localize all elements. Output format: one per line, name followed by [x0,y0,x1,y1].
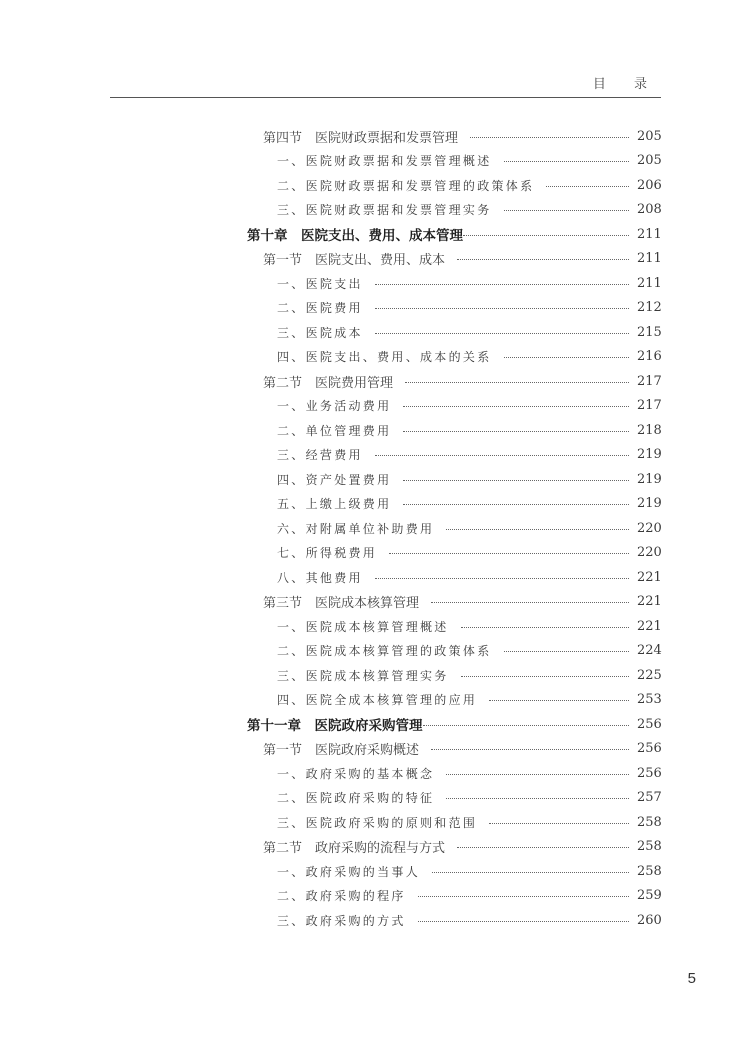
toc-section-entry[interactable] [263,835,661,860]
toc-entry-page: 221 [637,618,662,634]
toc-item-entry[interactable] [277,810,661,835]
dot-leader [461,627,629,628]
toc-item-entry[interactable] [277,467,661,492]
toc-entry-page: 211 [637,275,662,291]
toc-entry-page: 205 [637,153,662,169]
toc-entry-title: 第十章 医院支出、费用、成本管理 [247,228,463,245]
toc-item-entry[interactable] [277,859,661,884]
dot-leader [375,308,629,309]
dot-leader [504,651,629,652]
toc-entry-page: 206 [637,177,662,193]
toc-entry-title: 三、医院政府采购的原则和范围 [277,815,478,830]
toc-entry-page: 205 [637,128,662,144]
dot-leader [405,382,629,383]
toc-item-entry[interactable] [277,418,661,443]
dot-leader [375,455,629,456]
toc-entry-title: 第一节 医院政府采购概述 [263,743,420,759]
toc-entry-title: 一、医院财政票据和发票管理概述 [277,154,492,169]
toc-entry-title: 四、医院支出、费用、成本的关系 [277,350,492,365]
toc-entry-title: 二、医院政府采购的特征 [277,791,435,806]
toc-item-entry[interactable] [277,198,661,223]
dot-leader [431,602,629,603]
toc-item-entry[interactable] [277,614,661,639]
toc-entry-title: 四、医院全成本核算管理的应用 [277,693,478,708]
toc-entry-page: 218 [637,422,662,438]
toc-entry-title: 第一节 医院支出、费用、成本 [263,253,446,269]
toc-item-entry[interactable] [277,320,661,345]
toc-entry-page: 216 [637,349,662,365]
toc-entry-title: 三、医院成本 [277,325,363,340]
dot-leader [504,210,629,211]
dot-leader [418,896,629,897]
toc-item-entry[interactable] [277,149,661,174]
toc-entry-page: 221 [637,594,662,610]
toc-entry-page: 225 [637,667,662,683]
toc-entry-page: 211 [637,226,662,242]
toc-item-entry[interactable] [277,492,661,517]
toc-entry-title: 三、经营费用 [277,448,363,463]
toc-item-entry[interactable] [277,541,661,566]
toc-item-entry[interactable] [277,761,661,786]
toc-entry-page: 219 [637,447,662,463]
dot-leader [457,259,629,260]
toc-entry-title: 一、业务活动费用 [277,399,392,414]
toc-entry-page: 221 [637,569,662,585]
toc-entry-title: 第十一章 医院政府采购管理 [247,718,423,735]
toc-entry-title: 第二节 政府采购的流程与方式 [263,841,446,857]
toc-entry-title: 七、所得税费用 [277,546,378,561]
toc-item-entry[interactable] [277,394,661,419]
toc-entry-title: 一、医院成本核算管理概述 [277,619,449,634]
toc-entry-page: 258 [637,814,662,830]
dot-leader [403,431,629,432]
dot-leader [446,774,629,775]
toc-item-entry[interactable] [277,908,661,933]
toc-entry-title: 三、政府采购的方式 [277,913,406,928]
dot-leader [418,921,629,922]
dot-leader [446,529,629,530]
toc-entry-page: 260 [637,912,662,928]
toc-section-entry[interactable] [263,124,661,149]
toc-entry-page: 212 [637,300,662,316]
toc-entry-page: 220 [637,520,662,536]
toc-item-entry[interactable] [277,443,661,468]
toc-entry-title: 第二节 医院费用管理 [263,375,394,391]
toc-entry-title: 二、医院成本核算管理的政策体系 [277,644,492,659]
toc-entry-page: 217 [637,373,662,389]
toc-chapter-entry[interactable] [247,222,661,247]
dot-leader [504,161,629,162]
dot-leader [463,235,629,236]
toc-entry-title: 八、其他费用 [277,570,363,585]
toc-entry-page: 253 [637,692,662,708]
toc-item-entry[interactable] [277,296,661,321]
dot-leader [375,284,629,285]
toc-entry-title: 四、资产处置费用 [277,472,392,487]
toc-entry-title: 一、政府采购的当事人 [277,864,421,879]
toc-entry-page: 256 [637,741,662,757]
toc-entry-page: 219 [637,471,662,487]
toc-entry-title: 二、政府采购的程序 [277,889,406,904]
toc-item-entry[interactable] [277,271,661,296]
toc-entry-page: 215 [637,324,662,340]
toc-entry-title: 第三节 医院成本核算管理 [263,596,420,612]
running-header-title: 目 录 [592,77,659,92]
toc-section-entry[interactable] [263,247,661,272]
toc-item-entry[interactable] [277,565,661,590]
toc-item-entry[interactable] [277,345,661,370]
dot-leader [403,504,629,505]
page-number: 5 [687,970,696,987]
toc-chapter-entry[interactable] [247,712,661,737]
dot-leader [389,553,629,554]
dot-leader [403,480,629,481]
dot-leader [403,406,629,407]
toc-entry-page: 256 [637,765,662,781]
header-rule [110,97,661,98]
toc-section-entry[interactable] [263,369,661,394]
toc-entry-title: 一、医院支出 [277,276,363,291]
dot-leader [489,823,629,824]
toc-item-entry[interactable] [277,786,661,811]
toc-item-entry[interactable] [277,516,661,541]
toc-section-entry[interactable] [263,590,661,615]
dot-leader [446,798,629,799]
dot-leader [423,725,630,726]
toc-entry-title: 二、医院费用 [277,301,363,316]
toc-entry-title: 二、医院财政票据和发票管理的政策体系 [277,178,535,193]
toc-entry-page: 224 [637,643,662,659]
toc-entry-page: 220 [637,545,662,561]
toc-entry-title: 第四节 医院财政票据和发票管理 [263,130,459,146]
toc-item-entry[interactable] [277,173,661,198]
toc-section-entry[interactable] [263,737,661,762]
toc-entry-title: 一、政府采购的基本概念 [277,766,435,781]
toc-entry-page: 256 [637,716,662,732]
toc-entry-page: 211 [637,251,662,267]
toc-entry-page: 257 [637,790,662,806]
toc-entry-page: 258 [637,863,662,879]
toc-entry-title: 五、上缴上级费用 [277,497,392,512]
dot-leader [461,676,629,677]
dot-leader [431,749,629,750]
toc-entry-page: 217 [637,398,662,414]
toc-item-entry[interactable] [277,884,661,909]
dot-leader [432,872,629,873]
dot-leader [504,357,629,358]
toc-item-entry[interactable] [277,663,661,688]
dot-leader [489,700,629,701]
toc-entry-page: 208 [637,202,662,218]
dot-leader [375,333,629,334]
toc-entry-page: 219 [637,496,662,512]
toc-entry-title: 三、医院成本核算管理实务 [277,668,449,683]
toc-entry-page: 259 [637,888,662,904]
toc-entry-title: 二、单位管理费用 [277,423,392,438]
dot-leader [470,137,629,138]
toc-item-entry[interactable] [277,639,661,664]
dot-leader [546,186,629,187]
dot-leader [457,847,629,848]
toc-entry-title: 三、医院财政票据和发票管理实务 [277,203,492,218]
dot-leader [375,578,629,579]
toc-item-entry[interactable] [277,688,661,713]
toc-entry-title: 六、对附属单位补助费用 [277,521,435,536]
toc-entry-page: 258 [637,839,662,855]
